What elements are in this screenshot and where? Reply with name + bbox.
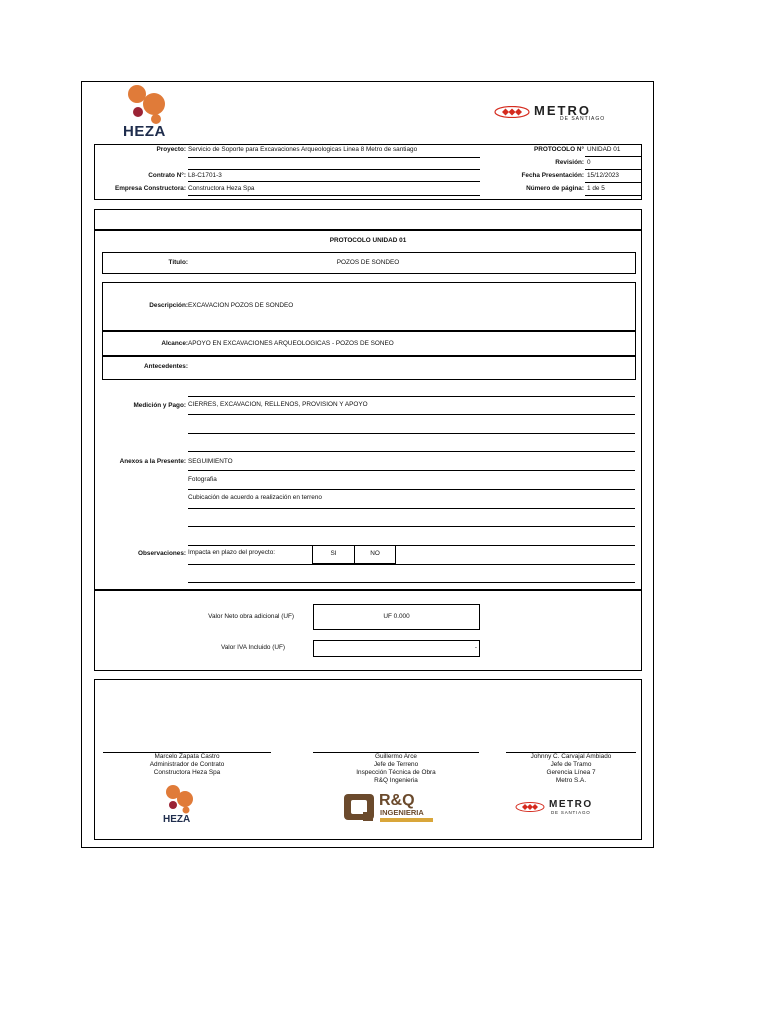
underline — [188, 564, 635, 565]
anexo-item: Cubicación de acuerdo a realización en terreno — [188, 494, 322, 501]
underline — [585, 156, 642, 157]
firma-org: Gerencia Línea 7 — [546, 769, 596, 776]
underline — [188, 396, 635, 397]
empresa-label: Empresa Constructora: — [114, 185, 186, 192]
underline — [188, 169, 480, 170]
underline — [585, 195, 642, 196]
footer-rq-logo — [343, 792, 435, 824]
footer-metro-subtext: DE SANTIAGO — [551, 810, 591, 815]
firma-role: Jefe de Tramo — [550, 761, 592, 768]
titulo-label: Título: — [168, 259, 188, 266]
metro-rhombus-icon — [515, 802, 545, 812]
neto-label: Valor Neto obra adicional (UF) — [208, 613, 294, 620]
rq-logo-mark-icon — [343, 793, 377, 823]
fecha-value: 15/12/2023 — [587, 172, 619, 179]
footer-heza-logo — [160, 782, 204, 826]
descripcion-value: EXCAVACION POZOS DE SONDEO — [188, 302, 294, 309]
footer-rq-text: R&Q — [379, 792, 415, 809]
no-label: NO — [370, 550, 380, 557]
footer-metro-logo — [515, 800, 615, 816]
header-divider-box — [94, 209, 642, 230]
observaciones-value: Impacta en plazo del proyecto: — [188, 549, 276, 556]
observaciones-label: Observaciones: — [138, 550, 186, 557]
underline — [188, 195, 480, 196]
medicion-value: CIERRES, EXCAVACION, RELLENOS, PROVISION Y APOYO — [188, 401, 368, 408]
underline — [188, 582, 635, 583]
pagina-label: Número de página: — [526, 185, 584, 192]
underline — [188, 508, 635, 509]
empresa-value: Constructora Heza Spa — [188, 185, 255, 192]
proyecto-value: Servicio de Soporte para Excavaciones Arqueologicas Linea 8 Metro de santiago — [188, 146, 418, 153]
underline — [188, 451, 635, 452]
titulo-value: POZOS DE SONDEO — [336, 259, 400, 266]
firma-org2: Metro S.A. — [555, 777, 587, 784]
metro-logo — [494, 104, 626, 124]
underline — [188, 433, 635, 434]
fecha-label: Fecha Presentación: — [521, 172, 584, 179]
underline — [585, 182, 642, 183]
revision-label: Revisión: — [555, 159, 584, 166]
underline — [188, 181, 480, 182]
si-label: SI — [330, 550, 337, 557]
contrato-label: Contrato N°: — [148, 172, 186, 179]
proyecto-label: Proyecto: — [156, 146, 186, 153]
footer-rq-subtext: INGENIERIA — [380, 808, 424, 817]
firma-name: Marcelo Zapata Castro — [154, 753, 220, 760]
footer-metro-text: METRO — [549, 799, 593, 810]
valores-box — [94, 590, 642, 671]
metro-logo-text: METRO — [534, 103, 591, 118]
alcance-value: APOYO EN EXCAVACIONES ARQUEOLOGICAS - POZOS DE SONEO — [188, 340, 394, 347]
heza-logo — [120, 82, 180, 140]
rq-gold-bar — [380, 818, 433, 822]
underline — [188, 157, 480, 158]
heza-logo-mark-icon — [160, 782, 204, 814]
firma-org: Inspección Técnica de Obra — [356, 769, 436, 776]
underline — [585, 169, 642, 170]
underline — [188, 414, 635, 415]
footer-heza-text: HEZA — [163, 814, 191, 825]
iva-value: - — [474, 644, 477, 651]
pagina-value: 1 de 5 — [587, 185, 605, 192]
firma-name: Guillermo Arce — [375, 753, 417, 760]
alcance-label: Alcance: — [161, 340, 188, 347]
firma-name: Johnny C. Carvajal Ambiado — [530, 753, 612, 760]
underline — [188, 489, 635, 490]
firma-org2: R&Q Ingenieria — [374, 777, 418, 784]
descripcion-label: Descripción: — [149, 302, 188, 309]
underline — [188, 470, 635, 471]
protocolo-value: UNIDAD 01 — [587, 146, 621, 153]
contrato-value: L8-C1701-3 — [188, 172, 222, 179]
anexo-item: SEGUIMIENTO — [188, 458, 233, 465]
firma-role: Administrador de Contrato — [149, 761, 225, 768]
anexo-item: Fotografia — [188, 476, 217, 483]
antecedentes-label: Antecedentes: — [143, 363, 188, 370]
underline — [188, 526, 635, 527]
underline — [188, 545, 635, 546]
heza-logo-text: HEZA — [123, 123, 166, 140]
metro-logo-subtext: DE SANTIAGO — [560, 116, 606, 122]
revision-value: 0 — [587, 159, 591, 166]
medicion-label: Medición y Pago: — [133, 402, 186, 409]
protocolo-title: PROTOCOLO UNIDAD 01 — [329, 237, 407, 244]
metro-rhombus-icon — [494, 106, 530, 118]
iva-label: Valor IVA Incluido (UF) — [220, 644, 285, 651]
firma-role: Jefe de Terreno — [373, 761, 419, 768]
firma-org: Constructora Heza Spa — [153, 769, 221, 776]
anexos-label: Anexos a la Presente: — [119, 458, 186, 465]
neto-value: UF 0.000 — [383, 613, 410, 620]
protocolo-label: PROTOCOLO N° — [533, 146, 584, 153]
